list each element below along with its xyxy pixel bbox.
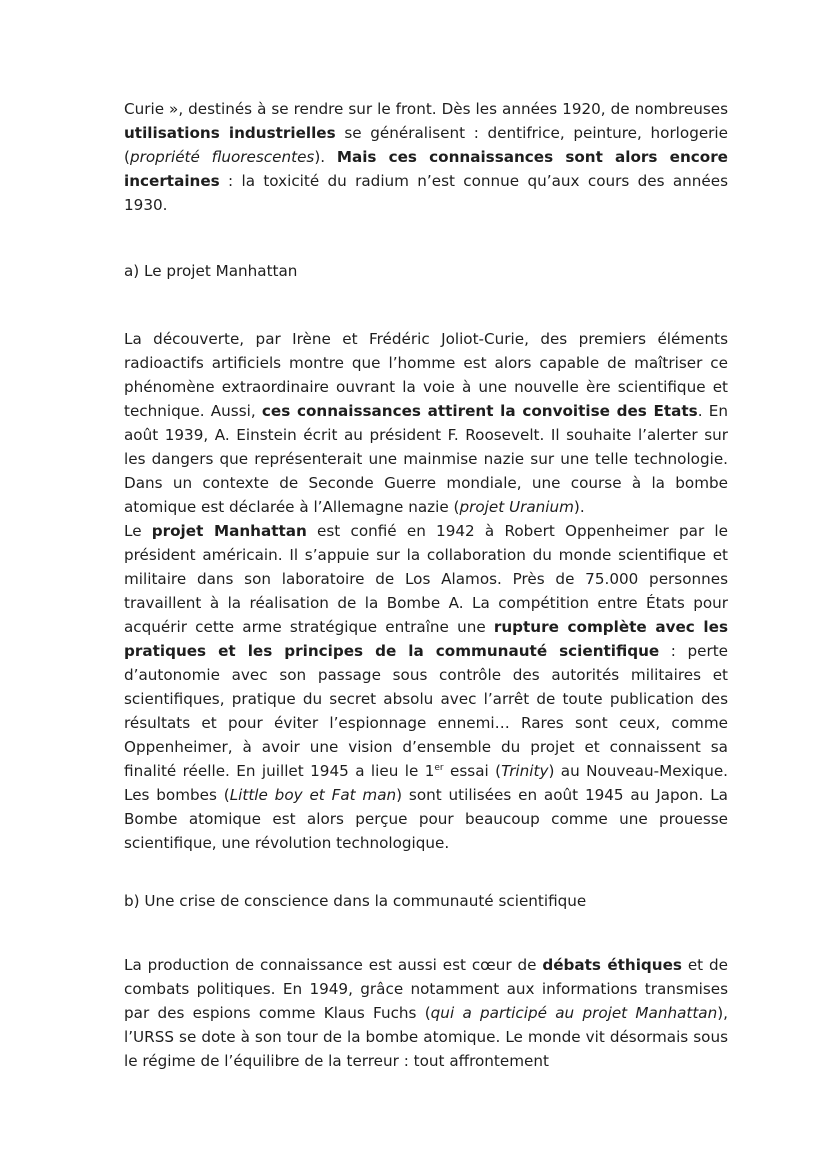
- text-run: Le: [124, 522, 152, 540]
- text-run: ) sont utilisées en août 1945 au Japon. La Bombe atomique est alors perçue pour beaucoup comme une prouesse scientifique, une révolution technologique.: [124, 786, 728, 852]
- text-run: . En août 1939, A. Einstein écrit au président F. Roosevelt. Il souhaite l’alerter sur les dangers que représenterait une mainmise nazie sur une telle technologie. Dans un contexte de Seconde Guerre mondiale, une course à la bombe atomique est déclarée à l’Allemagne nazie (: [124, 402, 728, 516]
- spacer: [124, 855, 728, 889]
- italic-run: Little boy et Fat man: [229, 786, 397, 804]
- italic-run: propriété fluorescentes: [129, 148, 315, 166]
- spacer: [124, 283, 728, 327]
- text-run: essai (: [443, 762, 502, 780]
- bold-run: Mais ces connaissances sont alors encore incertaines: [124, 148, 728, 190]
- document-page: [124, 97, 728, 1073]
- bold-run: rupture complète avec les pratiques et les principes de la communauté scientifique: [124, 618, 728, 660]
- text-run: Curie », destinés à se rendre sur le front. Dès les années 1920, de nombreuses: [124, 100, 728, 118]
- section-b-paragraph-1: [124, 953, 728, 1073]
- spacer: [124, 217, 728, 259]
- text-run: ), l’URSS se dote à son tour de la bombe atomique. Le monde vit désormais sous le régime de l’équilibre de la terreur : tout affrontement: [124, 1004, 728, 1070]
- text-run: La découverte, par Irène et Frédéric Joliot-Curie, des premiers éléments radioactifs artificiels montre que l’homme est alors capable de maîtriser ce phénomène extraordinaire ouvrant la voie à une nouvelle ère scientifique et technique. Aussi,: [124, 330, 728, 420]
- section-a-paragraph-1: [124, 327, 728, 519]
- text-run: et de combats politiques. En 1949, grâce notamment aux informations transmises par des espions comme Klaus Fuchs (: [124, 956, 729, 1022]
- text-run: ).: [314, 148, 337, 166]
- text-run: : perte d’autonomie avec son passage sous contrôle des autorités militaires et scientifiques, pratique du secret absolu avec l’arrêt de toute publication des résultats et pour éviter l’espionnage ennemi… Rares sont ceux, comme Oppenheimer, à avoir une vision d’ensemble du projet et connaissent sa finalité réelle. En juillet 1945 a lieu le 1: [124, 642, 728, 780]
- italic-run: qui a participé au projet Manhattan: [430, 1004, 718, 1022]
- text-run: ).: [573, 498, 585, 516]
- superscript: er: [434, 763, 444, 773]
- section-a-paragraph-2: [124, 519, 728, 855]
- bold-run: ces connaissances attirent la convoitise des Etats: [261, 402, 698, 420]
- text-run: se généralisent : dentifrice, peinture, horlogerie (: [124, 124, 728, 166]
- text-run: ) au Nouveau-Mexique. Les bombes (: [124, 762, 728, 804]
- italic-run: Trinity: [501, 762, 549, 780]
- bold-run: utilisations industrielles: [124, 124, 336, 142]
- text-run: La production de connaissance est aussi est cœur de: [124, 956, 543, 974]
- intro-paragraph: [124, 97, 728, 217]
- section-heading-b: b) Une crise de conscience dans la communauté scientifique: [124, 892, 587, 910]
- text-run: est confié en 1942 à Robert Oppenheimer par le président américain. Il s’appuie sur la collaboration du monde scientifique et militaire dans son laboratoire de Los Alamos. Près de 75.000 personnes travaillent à la réalisation de la Bombe A. La compétition entre États pour acquérir cette arme stratégique entraîne une: [124, 522, 728, 636]
- text-run: : la toxicité du radium n’est connue qu’aux cours des années 1930.: [124, 172, 728, 214]
- italic-run: projet Uranium: [459, 498, 574, 516]
- bold-run: projet Manhattan: [151, 522, 307, 540]
- bold-run: débats éthiques: [542, 956, 682, 974]
- spacer: [124, 913, 728, 953]
- section-heading-a: a) Le projet Manhattan: [124, 262, 298, 280]
